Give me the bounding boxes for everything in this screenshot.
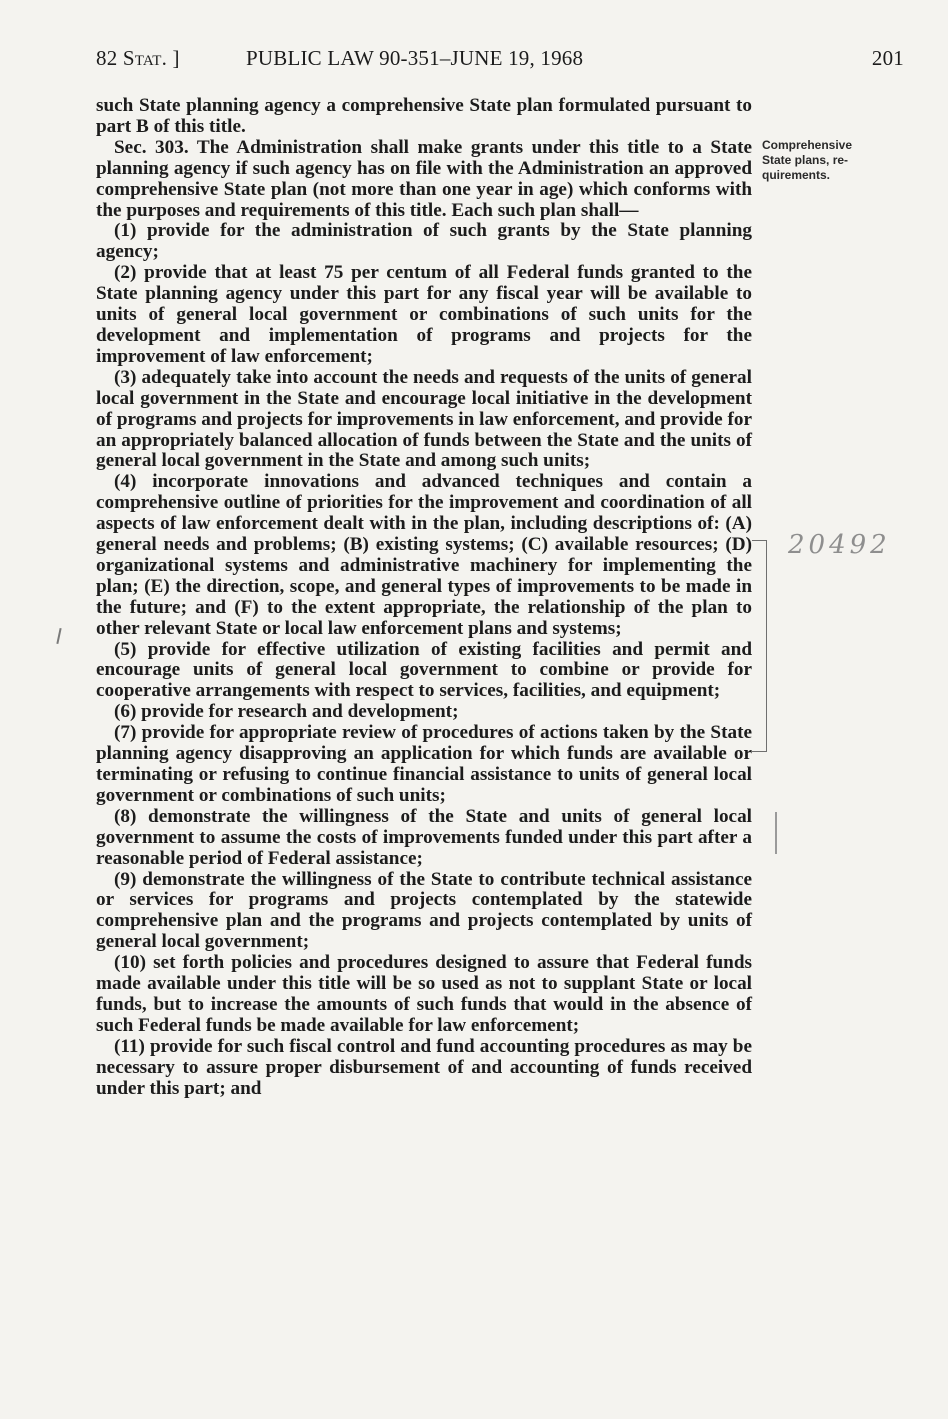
requirement-item: (7) provide for appropriate review of procedures of actions taken by the State planning agency disapproving an application for which funds are available or terminating or refusing to continue financial assistance to units of general local government or combinations of such units; <box>96 722 752 806</box>
pencil-mark <box>775 812 777 854</box>
margin-note-line: State plans, re- <box>762 153 849 167</box>
requirement-item: (10) set forth policies and procedures designed to assure that Federal funds made available under this title will be so used as not to supplant State or local funds, but to increase the amounts of such funds that would in the absence of such Federal funds be made available for law enforcement; <box>96 952 752 1036</box>
margin-note-line: quirements. <box>762 168 831 182</box>
requirement-item: (11) provide for such fiscal control and fund accounting procedures as may be necessary to assure proper disbursement of and accounting of funds received under this part; and <box>96 1035 752 1099</box>
requirement-item: (6) provide for research and development; <box>114 701 459 723</box>
running-header <box>96 46 904 76</box>
paragraph: such State planning agency a comprehensive State plan formulated pursuant to part B of this title. <box>96 95 752 137</box>
requirement-item: (2) provide that at least 75 per centum of all Federal funds granted to the State planning agency under this part for any fiscal year will be available to units of general local government or combinations of such units for the development and implementation of programs and projects for the improvement of law enforcement; <box>96 262 752 367</box>
page-number: 201 <box>871 46 904 70</box>
pencil-mark <box>56 628 61 644</box>
statute-citation: 82 Stat. ] <box>96 46 180 70</box>
public-law-title: PUBLIC LAW 90-351–JUNE 19, 1968 <box>246 46 584 70</box>
requirement-item: (5) provide for effective utilization of existing facilities and permit and encourage units of general local government to combine or provide for cooperative arrangements with respect to services, facilities, and equipment; <box>96 638 752 702</box>
pencil-bracket <box>752 540 767 752</box>
margin-note-line: Comprehensive <box>762 138 853 152</box>
requirement-item: (9) demonstrate the willingness of the State to contribute technical assistance or services for programs and projects contemplated by the statewide comprehensive plan and the programs and projects contemplated by units of general local government; <box>96 868 752 953</box>
section-303-paragraph: Sec. 303. The Administration shall make grants under this title to a State planning agency if such agency has on file with the Administration an approved comprehensive State plan (not more than one year in age) which conforms with the purposes and requirements of this title. Each such plan shall— <box>96 136 752 221</box>
requirement-item: (8) demonstrate the willingness of the State and units of general local government to assume the costs of improvements funded under this part after a reasonable period of Federal assistance; <box>96 805 752 869</box>
requirement-item: (4) incorporate innovations and advanced techniques and contain a comprehensive outline of priorities for the improvement and coordination of all aspects of law enforcement dealt with in the plan, including descriptions of: (A) general needs and problems; (B) existing systems; (C) available resources; (D) organizational systems and administrative machinery for implementing the plan; (E) the direction, scope, and general types of improvements to be made in the future; and (F) to the extent appropriate, the relationship of the plan to other relevant State or local law enforcement plans and systems; <box>96 471 752 639</box>
requirement-item: (3) adequately take into account the needs and requests of the units of general local government in the State and encourage local initiative in the development of programs and projects for improvements in law enforcement, and provide for an appropriately balanced allocation of funds between the State and the units of general local government in the State and among such units; <box>96 366 752 472</box>
margin-note <box>762 138 902 183</box>
handwritten-annotation: 20492 <box>788 530 891 560</box>
body-text <box>96 96 752 1100</box>
requirement-item: (1) provide for the administration of such grants by the State planning agency; <box>96 220 752 263</box>
